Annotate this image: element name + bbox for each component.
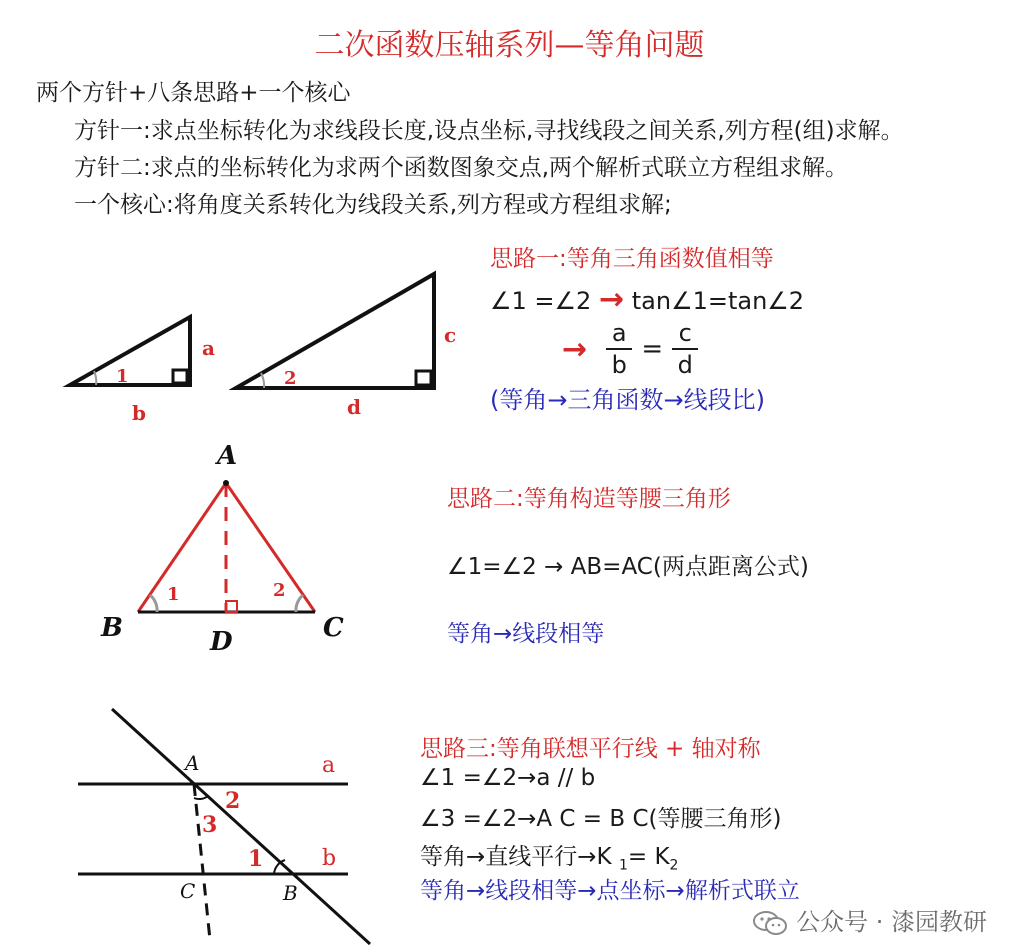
idea1-equation-1 <box>490 282 804 317</box>
idea3-line-3 <box>420 838 678 874</box>
angle-2-label: 2 <box>273 580 286 601</box>
frac1-denominator: b <box>611 351 627 379</box>
vertex-A-label: A <box>217 441 238 471</box>
equals-sign: = <box>641 334 664 364</box>
fraction-c-over-d <box>672 320 698 378</box>
angle-3-label: 3 <box>202 812 218 838</box>
watermark <box>752 902 987 937</box>
idea2-equation: ∠1=∠2 → AB=AC(两点距离公式) <box>447 554 809 580</box>
dashed-line <box>194 784 210 940</box>
foot-D-label: D <box>210 627 233 657</box>
idea3-line-4: 等角→线段相等→点坐标→解析式联立 <box>420 878 800 904</box>
right-triangles-figure <box>60 260 480 430</box>
parallel-lines-figure <box>70 700 400 950</box>
vertex-C-label: C <box>323 613 344 643</box>
vertex-B-label: B <box>101 613 123 643</box>
side-b-label: b <box>132 401 146 425</box>
angle-1-label: 1 <box>167 584 180 605</box>
side-a-label: a <box>202 336 215 360</box>
k1-subscript: 1 <box>618 857 628 874</box>
idea1-summary: (等角→三角函数→线段比) <box>490 386 765 414</box>
large-angle-arc <box>261 373 264 388</box>
idea3-heading: 思路三:等角联想平行线 + 轴对称 <box>420 736 761 762</box>
red-arrow-icon-2: → <box>562 331 588 367</box>
idea3-line-1: ∠1 =∠2→a // b <box>420 765 596 791</box>
small-angle-arc <box>94 371 96 385</box>
small-right-angle-mark <box>173 370 187 383</box>
eq1-left: ∠1 =∠2 <box>490 287 592 315</box>
k2-subscript: 2 <box>669 857 679 874</box>
large-angle-label: 2 <box>284 368 297 389</box>
page-title: 二次函数压轴系列—等角问题 <box>314 28 705 63</box>
large-right-triangle <box>236 274 434 388</box>
angle-1-label: 1 <box>248 846 264 872</box>
isosceles-triangle-figure <box>95 440 365 660</box>
line3-prefix: 等角→直线平行→K <box>420 844 619 870</box>
eq1-right: tan∠1=tan∠2 <box>631 287 805 315</box>
frac2-denominator: d <box>677 351 693 379</box>
idea1-heading: 思路一:等角三角函数值相等 <box>490 246 774 272</box>
side-c-label: c <box>444 323 457 347</box>
angle-2-label: 2 <box>225 788 241 814</box>
intro-line-1: 两个方针+八条思路+一个核心 <box>36 80 351 106</box>
fraction-a-over-b <box>606 320 632 378</box>
idea3-line-2: ∠3 =∠2→A C = B C(等腰三角形) <box>420 806 782 832</box>
point-B-label: B <box>283 881 298 905</box>
line3-middle: = K <box>627 844 670 870</box>
wechat-icon <box>752 910 788 936</box>
idea1-equation-2 <box>562 320 698 378</box>
large-right-angle-mark <box>416 371 431 385</box>
intro-line-2: 方针一:求点坐标转化为求线段长度,设点坐标,寻找线段之间关系,列方程(组)求解。 <box>74 118 904 144</box>
line-a-label: a <box>322 753 336 778</box>
frac1-numerator: a <box>611 319 627 347</box>
point-C-label: C <box>180 879 196 903</box>
side-d-label: d <box>347 395 361 419</box>
small-angle-label: 1 <box>116 366 129 387</box>
watermark-text: 公众号 · 漆园教研 <box>796 908 987 936</box>
intro-line-3: 方针二:求点的坐标转化为求两个函数图象交点,两个解析式联立方程组求解。 <box>74 155 849 181</box>
transversal-line <box>112 709 370 944</box>
red-arrow-icon: → <box>598 282 625 317</box>
idea2-summary: 等角→线段相等 <box>447 621 605 647</box>
idea2-heading: 思路二:等角构造等腰三角形 <box>447 486 731 512</box>
frac2-numerator: c <box>678 319 692 347</box>
point-A-label: A <box>185 751 200 775</box>
line-b-label: b <box>322 846 337 871</box>
intro-line-4: 一个核心:将角度关系转化为线段关系,列方程或方程组求解; <box>74 192 672 218</box>
